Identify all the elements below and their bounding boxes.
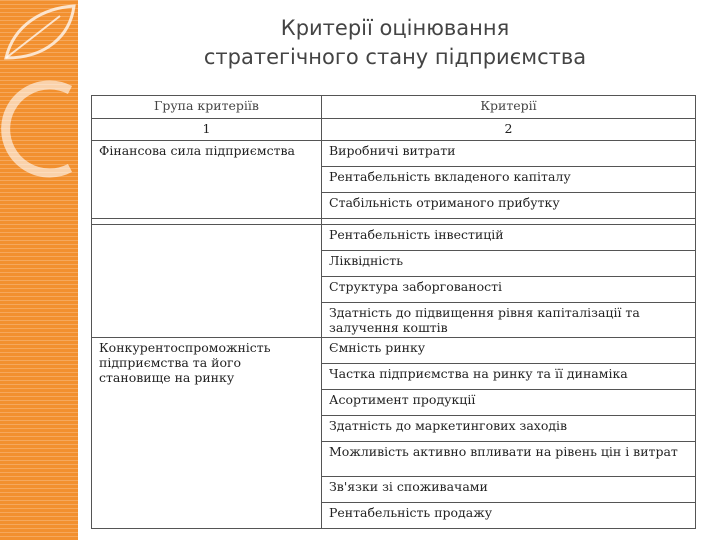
column-number-1: 1 <box>92 119 322 141</box>
criterion-cell: Стабільність отриманого прибутку <box>322 193 696 219</box>
header-group-cell: Група критеріїв <box>92 96 322 119</box>
criterion-cell: Рентабельність інвестицій <box>322 225 696 251</box>
criterion-cell: Здатність до маркетингових заходів <box>322 416 696 442</box>
criteria-table <box>91 95 696 529</box>
group-cell-financial-continued <box>92 225 322 338</box>
criterion-cell: Ємність ринку <box>322 338 696 364</box>
table-header-row <box>92 96 696 119</box>
header-criteria-cell: Критерії <box>322 96 696 119</box>
leaf-decoration-icon <box>6 6 74 58</box>
criterion-cell: Рентабельність вкладеного капіталу <box>322 167 696 193</box>
title-line-2: стратегічного стану підприємства <box>203 45 587 69</box>
criterion-cell: Частка підприємства на ринку та її динаміка <box>322 364 696 390</box>
criterion-cell: Структура заборгованості <box>322 277 696 303</box>
column-number-2: 2 <box>322 119 696 141</box>
circle-decoration-icon <box>6 85 70 173</box>
criterion-cell: Можливість активно впливати на рівень цін і витрат <box>322 442 696 477</box>
table-row <box>92 225 696 251</box>
criterion-cell: Рентабельність продажу <box>322 503 696 529</box>
criterion-cell: Здатність до підвищення рівня капіталізації та залучення коштів <box>322 303 696 338</box>
sidebar-ornament <box>0 0 78 540</box>
group-cell-competitiveness: Конкурентоспроможність підприємства та його становище на ринку <box>92 338 322 529</box>
decorative-sidebar <box>0 0 78 540</box>
criterion-cell: Зв'язки зі споживачами <box>322 477 696 503</box>
criterion-cell: Ліквідність <box>322 251 696 277</box>
criterion-cell: Виробничі витрати <box>322 141 696 167</box>
page-title <box>90 14 700 72</box>
criterion-cell: Асортимент продукції <box>322 390 696 416</box>
table-row <box>92 338 696 364</box>
group-cell-financial: Фінансова сила підприємства <box>92 141 322 219</box>
column-number-row <box>92 119 696 141</box>
title-line-1: Критерії оцінювання <box>280 16 510 40</box>
table-row <box>92 141 696 167</box>
